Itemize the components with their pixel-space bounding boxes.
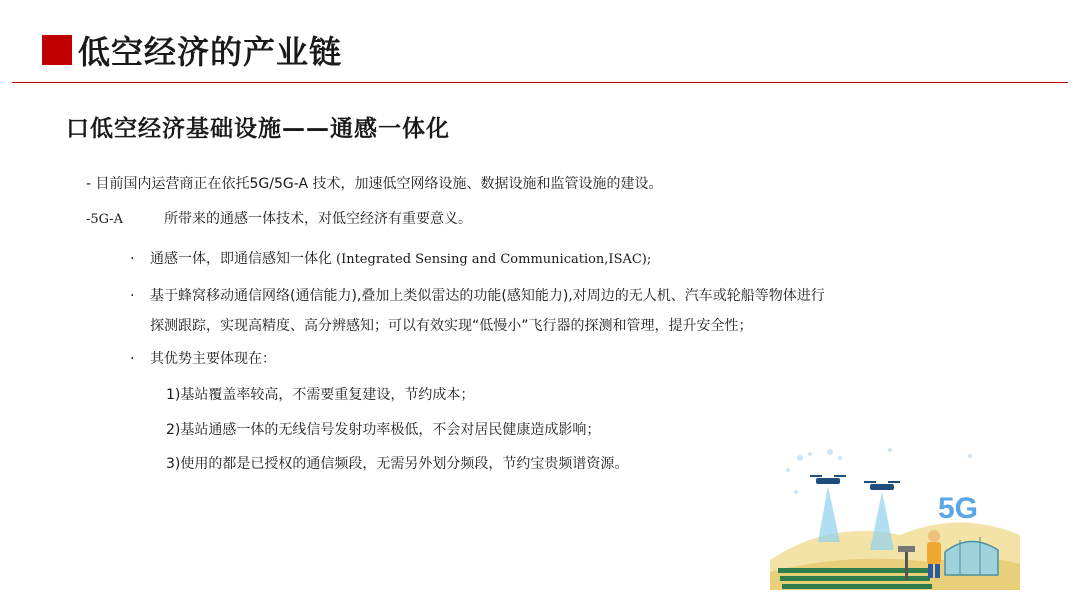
- bullet-1-cn: 通感一体，即通信感知一体化: [150, 251, 332, 267]
- bullet-3: [130, 348, 276, 368]
- slide-title: 低空经济的产业链: [78, 33, 343, 71]
- paragraph-2: [86, 208, 472, 228]
- title-marker: [42, 35, 72, 65]
- 5g-farm-illustration: [770, 440, 1020, 590]
- bullet-2-text-1: 基于蜂窝移动通信网络(通信能力),叠加上类似雷达的功能(感知能力),对周边的无人机、汽车或轮船等物体进行: [150, 288, 825, 304]
- drone-icon: [810, 476, 846, 542]
- bullet-2-line-1: [130, 285, 825, 305]
- advantage-item-1: 1)基站覆盖率较高，不需要重复建设，节约成本；: [166, 387, 475, 403]
- bullet-dot: ·: [130, 351, 135, 367]
- section-subtitle: 口低空经济基础设施——通感一体化: [66, 116, 450, 142]
- paragraph-2-text: 所带来的通感一体技术，对低空经济有重要意义。: [163, 211, 472, 227]
- slide-title-bar: [42, 30, 342, 70]
- bullet-dot: ·: [130, 288, 135, 304]
- bullet-3-text: 其优势主要体现在：: [150, 351, 276, 367]
- bullet-2-line-2: 探测跟踪，实现高精度、高分辨感知；可以有效实现“低慢小”飞行器的探测和管理，提升安全性；: [150, 318, 753, 334]
- 5g-badge: 5G: [938, 492, 979, 525]
- bullet-dot: ·: [130, 251, 135, 267]
- advantage-item-2: 2)基站通感一体的无线信号发射功率极低，不会对居民健康造成影响；: [166, 422, 601, 438]
- bullet-1: [130, 248, 651, 268]
- bullet-1-en: (Integrated Sensing and Communication,ISAC);: [336, 252, 652, 267]
- crop-rows: [778, 568, 932, 589]
- paragraph-2-prefix: -5G-A: [86, 212, 124, 227]
- title-divider: [12, 82, 1068, 83]
- paragraph-1: - 目前国内运营商正在依托5G/5G-A 技术，加速低空网络设施、数据设施和监管设施的建设。: [86, 176, 663, 192]
- advantage-item-3: 3)使用的都是已授权的通信频段，无需另外划分频段，节约宝贵频谱资源。: [166, 456, 629, 472]
